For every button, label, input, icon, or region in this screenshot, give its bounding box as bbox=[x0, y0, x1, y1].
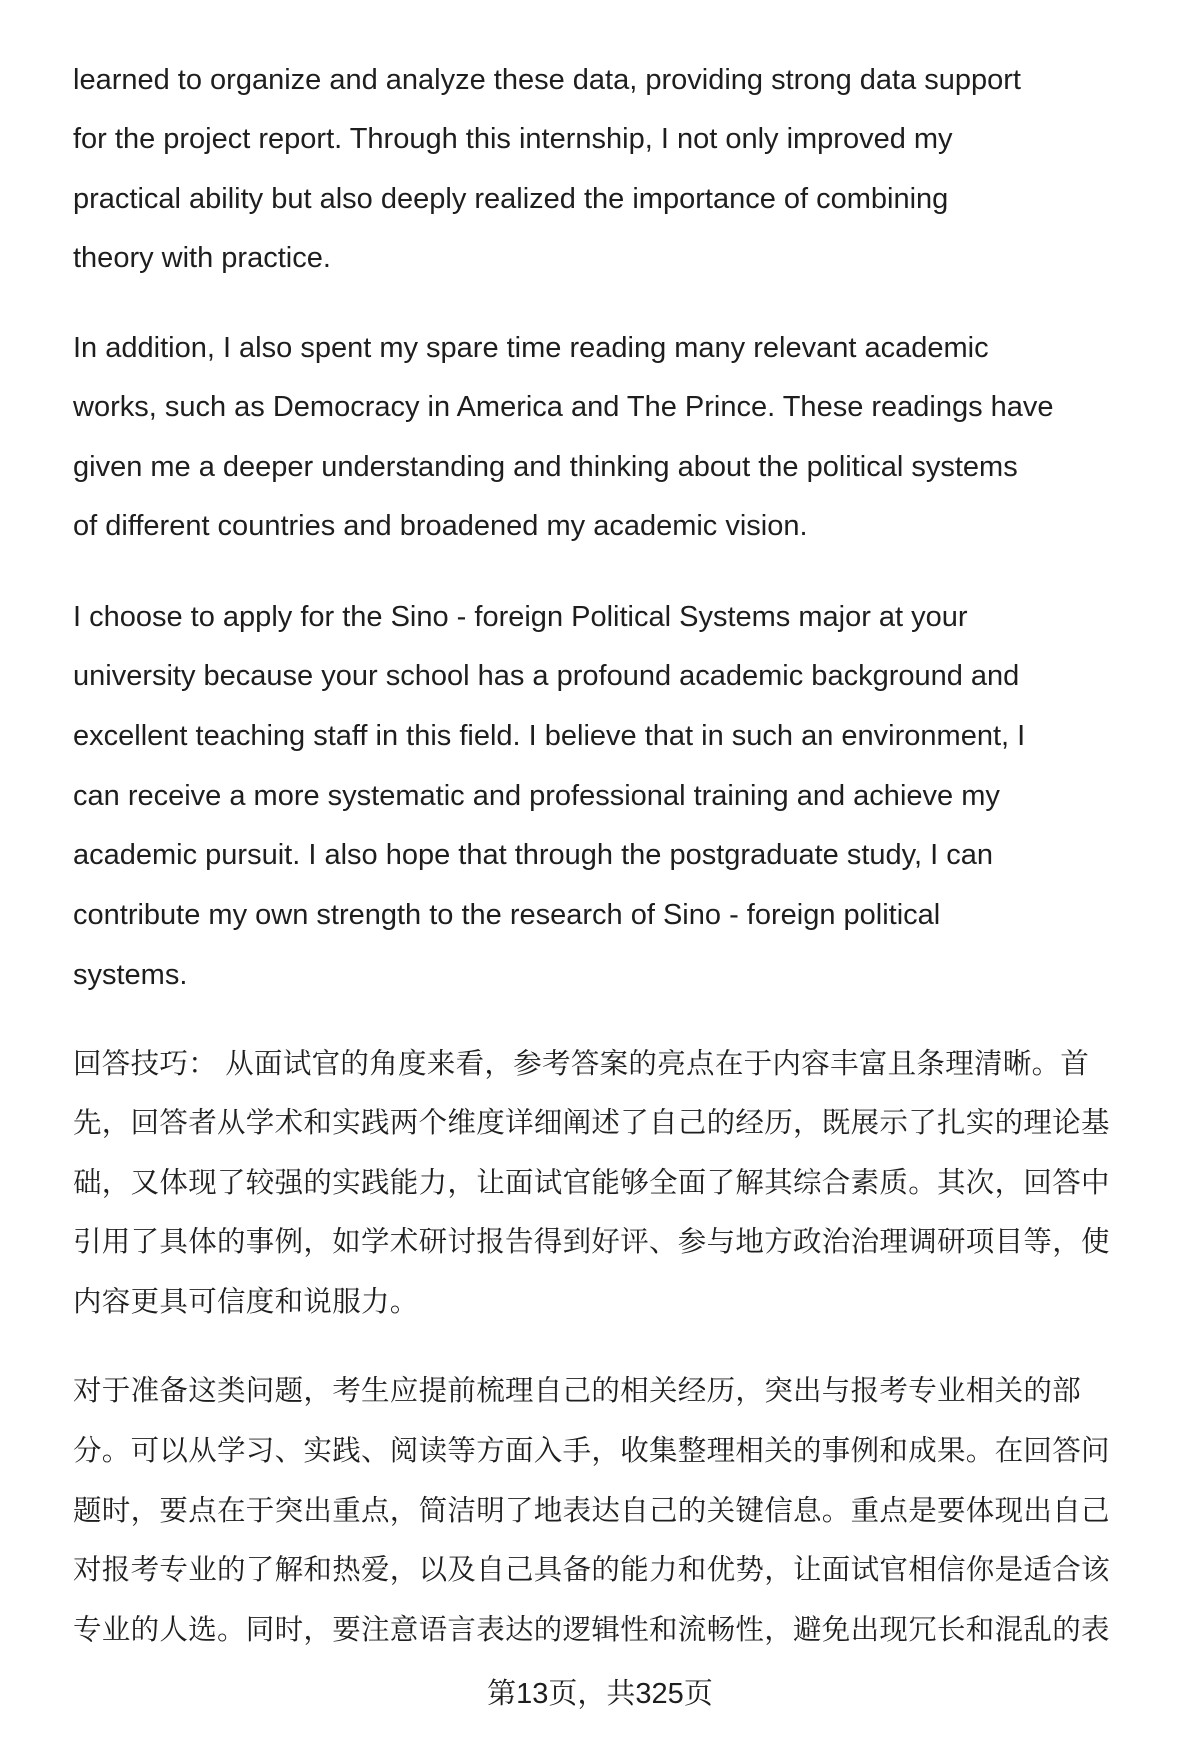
text-line: practical ability but also deeply realized the importance of combining bbox=[73, 183, 949, 215]
text-line: systems. bbox=[73, 959, 188, 991]
text-line: 回答技巧： 从面试官的角度来看，参考答案的亮点在于内容丰富且条理清晰。首 bbox=[73, 1048, 1090, 1080]
text-line: excellent teaching staff in this field. I believe that in such an environment, I bbox=[73, 720, 1026, 752]
text-line: 对报考专业的了解和热爱，以及自己具备的能力和优势，让面试官相信你是适合该 bbox=[73, 1554, 1110, 1586]
page-number: 第13页，共325页 bbox=[487, 1678, 713, 1710]
text-line: for the project report. Through this internship, I not only improved my bbox=[73, 123, 953, 155]
text-line: of different countries and broadened my academic vision. bbox=[73, 510, 808, 542]
text-line: 引用了具体的事例，如学术研讨报告得到好评、参与地方政治治理调研项目等，使 bbox=[73, 1226, 1110, 1258]
text-line: academic pursuit. I also hope that through the postgraduate study, I can bbox=[73, 839, 993, 871]
text-line: 题时，要点在于突出重点，简洁明了地表达自己的关键信息。重点是要体现出自己 bbox=[73, 1495, 1110, 1527]
text-line: given me a deeper understanding and thinking about the political systems bbox=[73, 451, 1018, 483]
text-line: contribute my own strength to the research of Sino - foreign political bbox=[73, 899, 941, 931]
text-line: theory with practice. bbox=[73, 242, 331, 274]
text-line: 分。可以从学习、实践、阅读等方面入手，收集整理相关的事例和成果。在回答问 bbox=[73, 1435, 1110, 1467]
text-line: works, such as Democracy in America and The Prince. These readings have bbox=[73, 391, 1054, 423]
text-line: can receive a more systematic and professional training and achieve my bbox=[73, 780, 1000, 812]
text-line: university because your school has a profound academic background and bbox=[73, 660, 1020, 692]
text-line: I choose to apply for the Sino - foreign Political Systems major at your bbox=[73, 601, 968, 633]
text-line: 内容更具可信度和说服力。 bbox=[73, 1286, 419, 1318]
text-line: learned to organize and analyze these data, providing strong data support bbox=[73, 64, 1021, 96]
text-line: 专业的人选。同时，要注意语言表达的逻辑性和流畅性，避免出现冗长和混乱的表 bbox=[73, 1614, 1110, 1646]
text-line: 先，回答者从学术和实践两个维度详细阐述了自己的经历，既展示了扎实的理论基 bbox=[73, 1107, 1110, 1139]
text-line: In addition, I also spent my spare time reading many relevant academic bbox=[73, 332, 989, 364]
text-line: 对于准备这类问题，考生应提前梳理自己的相关经历，突出与报考专业相关的部 bbox=[73, 1375, 1082, 1407]
text-line: 础，又体现了较强的实践能力，让面试官能够全面了解其综合素质。其次，回答中 bbox=[73, 1167, 1110, 1199]
